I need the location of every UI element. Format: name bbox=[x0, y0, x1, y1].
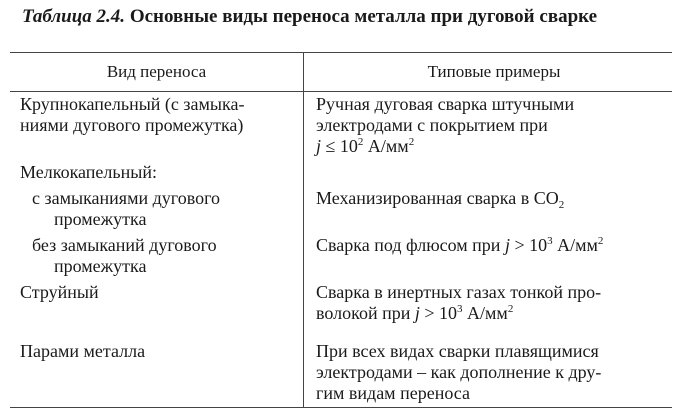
cell-line: промежутка bbox=[54, 256, 147, 276]
cell-line: промежутка bbox=[54, 209, 147, 229]
example-cell bbox=[304, 280, 672, 327]
transfer-type-cell bbox=[10, 280, 304, 327]
transfer-type-cell bbox=[10, 92, 304, 160]
transfer-type-cell bbox=[10, 186, 304, 233]
cell-line: электродами с покрытием при bbox=[316, 115, 548, 135]
table-row bbox=[10, 160, 672, 186]
transfer-type-cell bbox=[10, 160, 304, 186]
example-cell bbox=[304, 186, 672, 233]
transfer-types-table bbox=[10, 52, 672, 408]
example-cell bbox=[304, 327, 672, 407]
example-cell bbox=[304, 233, 672, 280]
cell-line: Струйный bbox=[20, 282, 99, 302]
current-density-formula: Сварка под флюсом при $j > 10^3$ $А/мм^2$ bbox=[316, 235, 604, 255]
example-cell bbox=[304, 160, 672, 186]
current-density-formula: волокой при $j > 10^3$ $А/мм^2$ bbox=[316, 303, 514, 323]
cell-line: Мелкокапельный: bbox=[20, 162, 157, 182]
header-transfer-type: Вид переноса bbox=[10, 53, 304, 91]
co2-example: Механизированная сварка в $CO_2$ bbox=[316, 188, 565, 211]
cell-line: Парами металла bbox=[20, 341, 146, 361]
table-row bbox=[10, 233, 672, 280]
header-typical-examples: Типовые примеры bbox=[427, 62, 561, 81]
cell-line: гим видам переноса bbox=[316, 383, 470, 403]
table-caption bbox=[22, 6, 672, 28]
table-number: Таблица 2.4. bbox=[22, 6, 126, 27]
current-density-formula: $j \le 10^2$ $А/мм^2$ bbox=[316, 136, 415, 156]
example-cell bbox=[304, 92, 672, 160]
table-header-row bbox=[10, 53, 672, 92]
cell-line: электродами – как дополнение к дру- bbox=[316, 362, 602, 382]
transfer-type-cell bbox=[10, 233, 304, 280]
table-row bbox=[10, 92, 672, 160]
cell-line: ниями дугового промежутка) bbox=[20, 115, 244, 135]
cell-line: Крупнокапельный (с замыка- bbox=[20, 94, 245, 114]
table-row bbox=[10, 327, 672, 407]
table-title: Основные виды переноса металла при дуговой сварке bbox=[129, 6, 598, 27]
cell-line: При всех видах сварки плавящимися bbox=[316, 341, 599, 361]
transfer-type-cell bbox=[10, 327, 304, 407]
table-row bbox=[10, 186, 672, 233]
cell-line: Ручная дуговая сварка штучными bbox=[316, 94, 575, 114]
cell-line: с замыканиями дугового bbox=[32, 188, 221, 208]
cell-line: Сварка в инертных газах тонкой про- bbox=[316, 282, 602, 302]
table-row bbox=[10, 280, 672, 327]
cell-line: без замыканий дугового bbox=[32, 235, 217, 255]
